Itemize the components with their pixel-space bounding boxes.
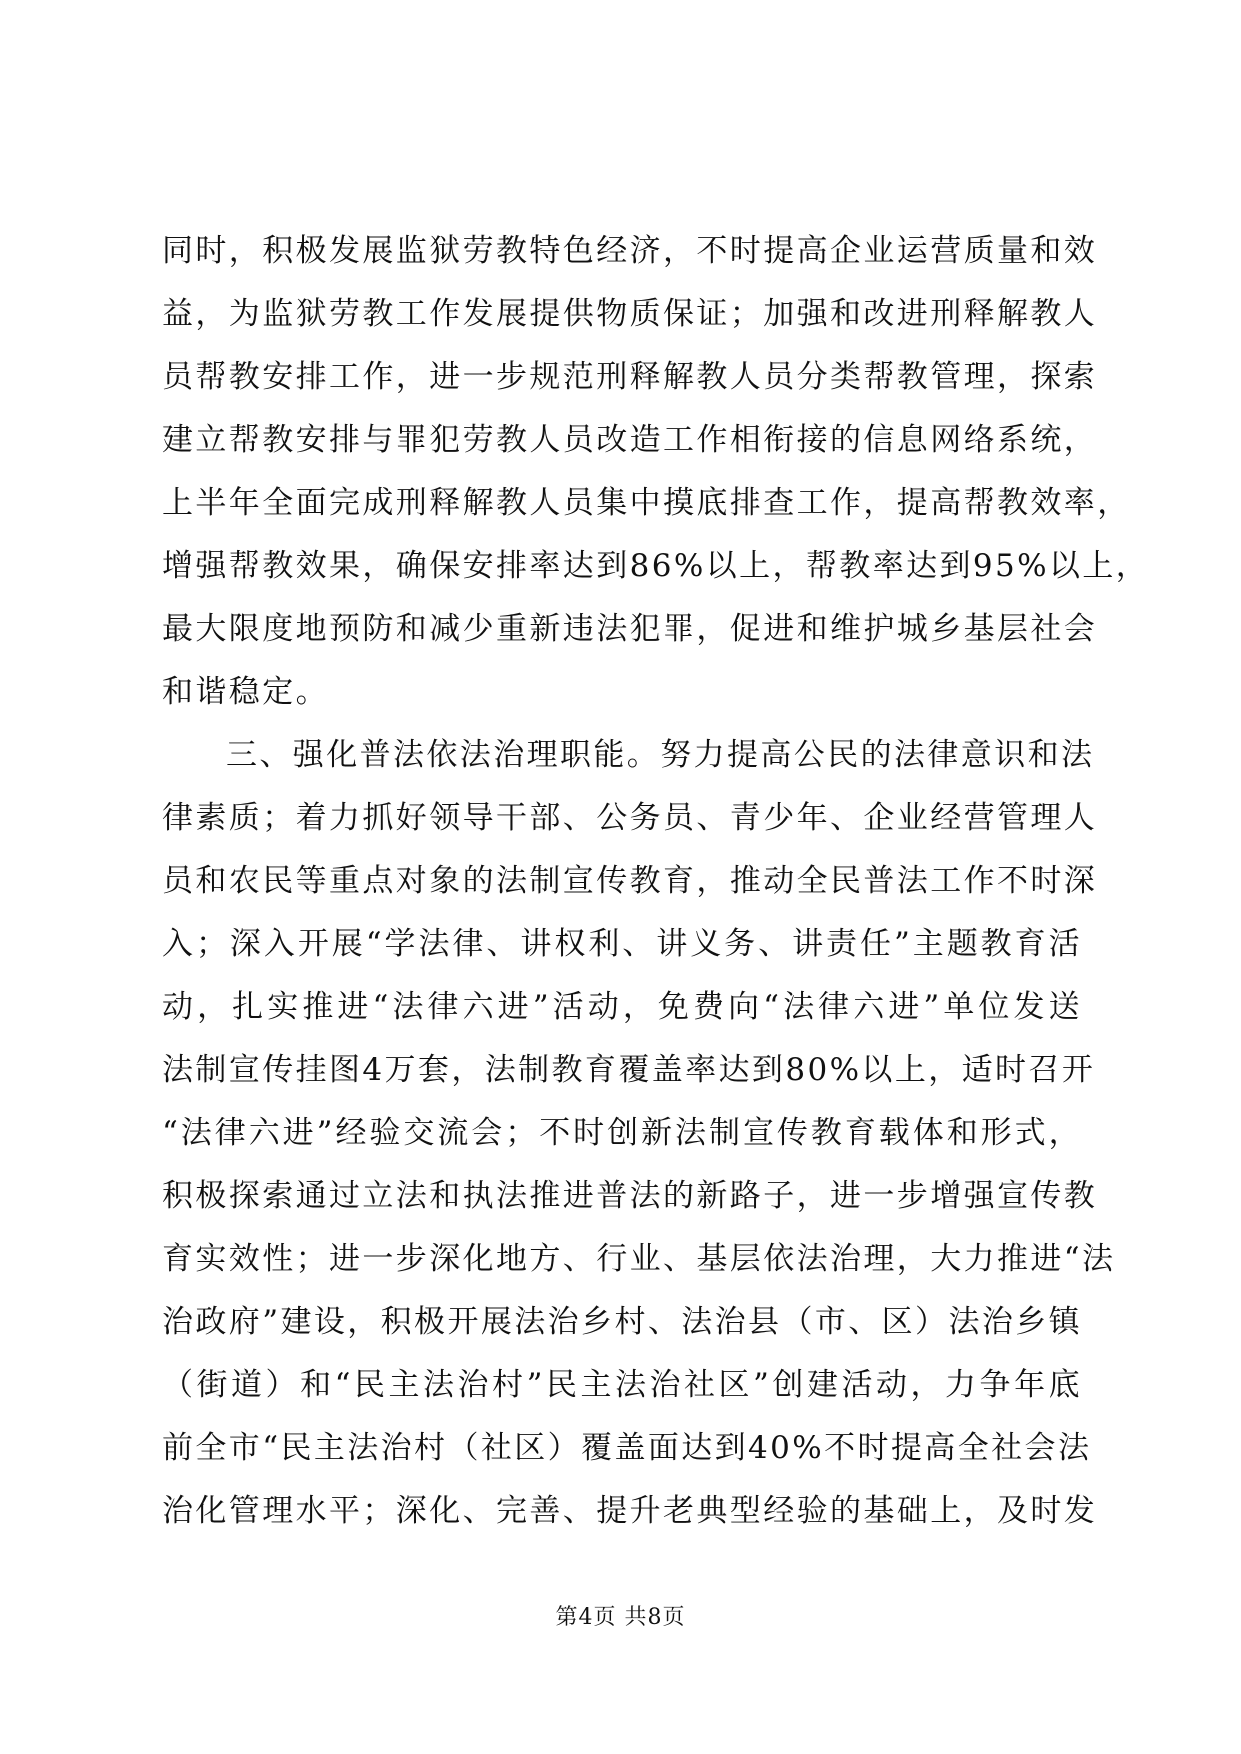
text-line: 积极探索通过立法和执法推进普法的新路子，进一步增强宣传教 <box>162 1178 1098 1214</box>
text-line: 上半年全面完成刑释解教人员集中摸底排查工作，提高帮教效率， <box>162 485 1131 521</box>
text-line: 同时，积极发展监狱劳教特色经济，不时提高企业运营质量和效 <box>162 233 1098 269</box>
document-body <box>162 220 1150 1543</box>
text-line: 治政府”建设，积极开展法治乡村、法治县（市、区）法治乡镇 <box>162 1304 1083 1340</box>
text-line: 和谐稳定。 <box>162 674 329 710</box>
text-line: 律素质；着力抓好领导干部、公务员、青少年、企业经营管理人 <box>162 800 1098 836</box>
text-line: 建立帮教安排与罪犯劳教人员改造工作相衔接的信息网络系统， <box>162 422 1098 458</box>
section-heading-line: 三、强化普法依法治理职能。努力提高公民的法律意识和法 <box>226 737 1095 773</box>
text-line: 益，为监狱劳教工作发展提供物质保证；加强和改进刑释解教人 <box>162 296 1098 332</box>
page-number-footer: 第4页 共8页 <box>555 1605 686 1630</box>
text-line: 入；深入开展“学法律、讲权利、讲义务、讲责任”主题教育活 <box>162 926 1082 962</box>
text-line: 前全市“民主法治村（社区）覆盖面达到40%不时提高全社会法 <box>162 1430 1092 1466</box>
text-line: 最大限度地预防和减少重新违法犯罪，促进和维护城乡基层社会 <box>162 611 1098 647</box>
text-line: 育实效性；进一步深化地方、行业、基层依法治理，大力推进“法 <box>162 1241 1116 1277</box>
text-line: 动，扎实推进“法律六进”活动，免费向“法律六进”单位发送 <box>162 989 1082 1025</box>
text-line: 治化管理水平；深化、完善、提升老典型经验的基础上，及时发 <box>162 1493 1098 1529</box>
text-line: 增强帮教效果，确保安排率达到86%以上，帮教率达到95%以上， <box>162 548 1150 584</box>
text-line: 员和农民等重点对象的法制宣传教育，推动全民普法工作不时深 <box>162 863 1098 899</box>
text-line: 法制宣传挂图4万套，法制教育覆盖率达到80%以上，适时召开 <box>162 1052 1096 1088</box>
text-line: 员帮教安排工作，进一步规范刑释解教人员分类帮教管理，探索 <box>162 359 1098 395</box>
text-line: （街道）和“民主法治村”民主法治社区”创建活动，力争年底 <box>162 1367 1082 1403</box>
text-line: “法律六进”经验交流会；不时创新法制宣传教育载体和形式， <box>162 1115 1082 1151</box>
